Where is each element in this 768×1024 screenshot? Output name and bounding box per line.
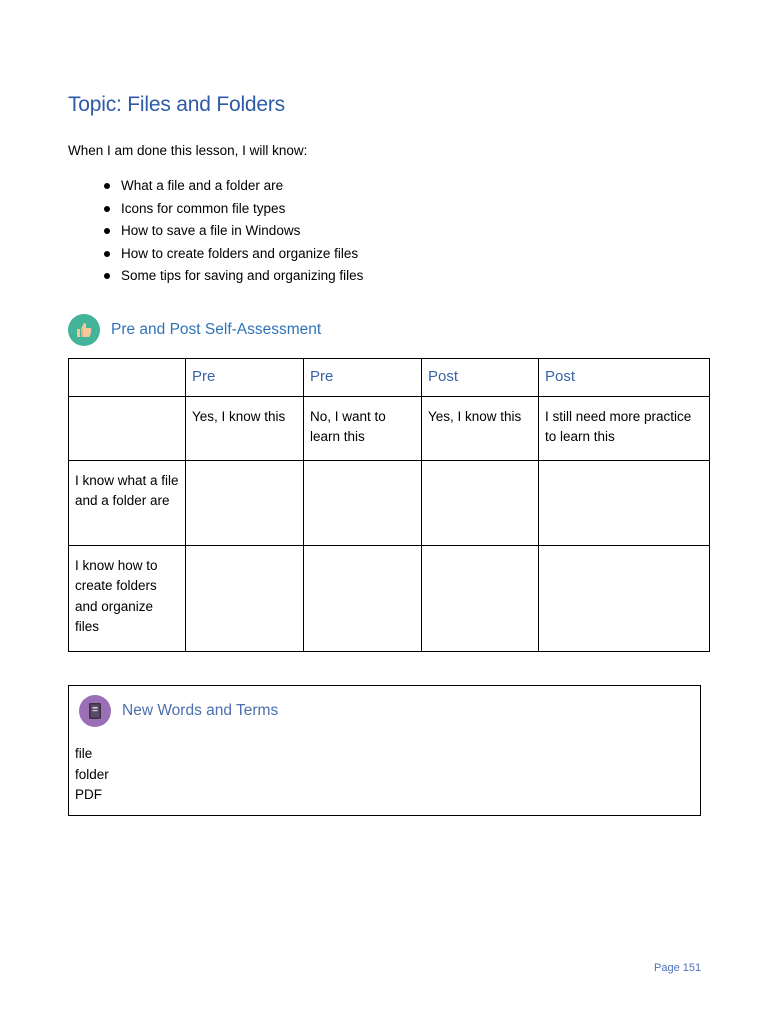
answer-cell[interactable] <box>304 545 422 651</box>
objective-text: Icons for common file types <box>121 200 286 216</box>
bullet-icon <box>104 228 110 234</box>
intro-text: When I am done this lesson, I will know: <box>68 143 308 158</box>
option-cell: Yes, I know this <box>186 396 304 460</box>
table-header-cell: Pre <box>186 359 304 397</box>
answer-cell[interactable] <box>186 545 304 651</box>
table-header-row <box>69 359 710 397</box>
statement-cell: I know how to create folders and organize files <box>69 545 186 651</box>
answer-cell[interactable] <box>539 460 710 545</box>
bullet-icon <box>104 251 110 257</box>
table-row <box>69 460 710 545</box>
option-cell: No, I want to learn this <box>304 396 422 460</box>
self-assessment-table <box>68 358 710 652</box>
table-header-cell: Post <box>422 359 539 397</box>
list-item: file <box>75 746 93 761</box>
table-cell <box>69 396 186 460</box>
objective-text: How to save a file in Windows <box>121 223 301 239</box>
thumbs-up-icon <box>68 314 100 346</box>
page-number: Page 151 <box>654 962 702 974</box>
table-header-cell: Post <box>539 359 710 397</box>
list-item <box>104 176 363 199</box>
page-title: Topic: Files and Folders <box>68 93 285 116</box>
assessment-heading <box>68 313 321 347</box>
statement-cell: I know what a file and a folder are <box>69 460 186 545</box>
objective-text: How to create folders and organize files <box>121 245 359 261</box>
section-title: Pre and Post Self-Assessment <box>111 321 322 338</box>
table-row <box>69 545 710 651</box>
bullet-icon <box>104 206 110 212</box>
table-row <box>69 396 710 460</box>
list-item <box>104 221 363 244</box>
answer-cell[interactable] <box>304 460 422 545</box>
option-cell: Yes, I know this <box>422 396 539 460</box>
list-item <box>104 244 363 267</box>
list-item <box>104 266 363 289</box>
objectives-list <box>104 176 363 289</box>
answer-cell[interactable] <box>422 460 539 545</box>
list-item: PDF <box>75 787 102 803</box>
terms-list <box>75 744 109 806</box>
book-icon <box>79 695 111 727</box>
terms-heading <box>79 695 278 727</box>
answer-cell[interactable] <box>539 545 710 651</box>
table-header-cell: Pre <box>304 359 422 397</box>
answer-cell[interactable] <box>186 460 304 545</box>
list-item <box>104 199 363 222</box>
bullet-icon <box>104 273 110 279</box>
table-cell <box>69 359 186 397</box>
section-title: New Words and Terms <box>122 702 279 719</box>
objective-text: Some tips for saving and organizing files <box>121 268 364 284</box>
bullet-icon <box>104 183 110 189</box>
list-item: folder <box>75 766 109 782</box>
option-cell: I still need more practice to learn this <box>539 396 710 460</box>
new-words-box <box>68 685 701 816</box>
objective-text: What a file and a folder are <box>121 178 284 193</box>
answer-cell[interactable] <box>422 545 539 651</box>
